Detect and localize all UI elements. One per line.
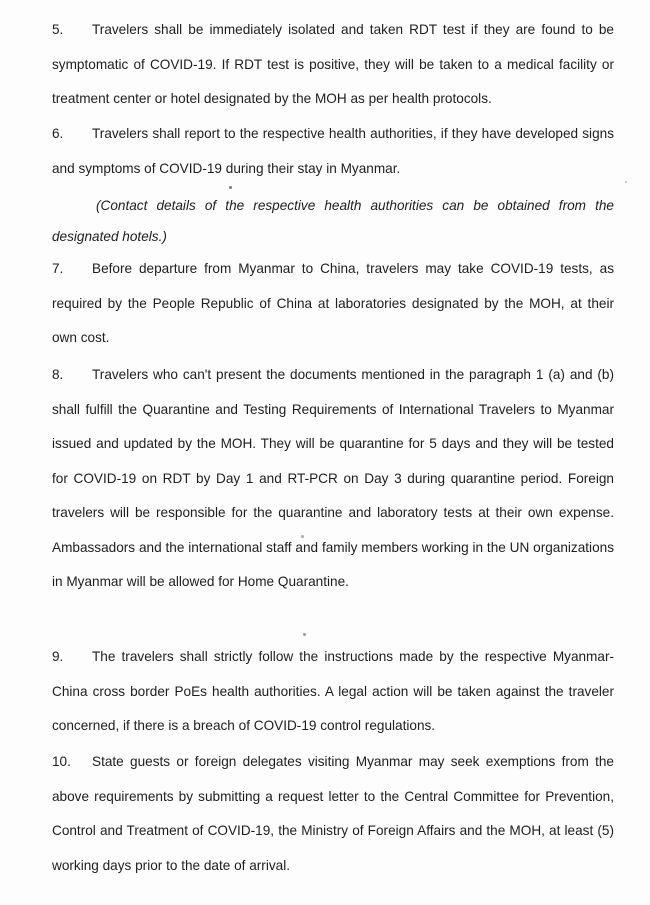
- paragraph-text: State guests or foreign delegates visiting Myanmar may seek exemptions from the above requirements by submitting a request letter to the Central Committee for Prevention, Control and Treatment of COVID-19, the Ministry of Foreign Affairs and the MOH, at least (5) working days prior to the date of arrival.: [52, 754, 614, 873]
- paragraph-number: 6.: [52, 126, 64, 141]
- paragraph-9: [52, 640, 614, 744]
- contact-note: [52, 190, 614, 252]
- paragraph-10: [52, 745, 614, 883]
- paragraph-number: 10.: [52, 754, 71, 769]
- scan-speck: [625, 181, 627, 183]
- paragraph-number: 9.: [52, 649, 64, 664]
- paragraph-text: Travelers who can't present the documents mentioned in the paragraph 1 (a) and (b) shall fulfill the Quarantine and Testing Requirements of International Travelers to Myanmar issued and updated by the MOH. They will be quarantine for 5 days and they will be tested for COVID-19 on RDT by Day 1 and RT-PCR on Day 3 during quarantine period. Foreign travelers will be responsible for the quarantine and laboratory tests at their own expense. Ambassadors and the international staff and family members working in the UN organizations in Myanmar will be allowed for Home Quarantine.: [52, 367, 614, 589]
- paragraph-text: Travelers shall report to the respective health authorities, if they have developed signs and symptoms of COVID-19 during their stay in Myanmar.: [52, 126, 614, 176]
- paragraph-7: [52, 252, 614, 356]
- paragraph-number: 7.: [52, 261, 64, 276]
- paragraph-text: Before departure from Myanmar to China, travelers may take COVID-19 tests, as required by the People Republic of China at laboratories designated by the MOH, at their own cost.: [52, 261, 614, 345]
- paragraph-text: Travelers shall be immediately isolated and taken RDT test if they are found to be symptomatic of COVID-19. If RDT test is positive, they will be taken to a medical facility or treatment center or hotel designated by the MOH as per health protocols.: [52, 22, 614, 106]
- paragraph-number: 5.: [52, 22, 64, 37]
- scan-speck: [303, 633, 306, 636]
- scan-speck: [229, 186, 232, 189]
- paragraph-6: [52, 117, 614, 186]
- paragraph-5: [52, 13, 614, 117]
- note-text: (Contact details of the respective health authorities can be obtained from the designated hotels.): [52, 198, 614, 244]
- paragraph-8: [52, 358, 614, 600]
- scan-speck: [301, 535, 304, 538]
- paragraph-number: 8.: [52, 367, 64, 382]
- paragraph-text: The travelers shall strictly follow the instructions made by the respective Myanmar-China cross border PoEs health authorities. A legal action will be taken against the traveler concerned, if there is a breach of COVID-19 control regulations.: [52, 649, 614, 733]
